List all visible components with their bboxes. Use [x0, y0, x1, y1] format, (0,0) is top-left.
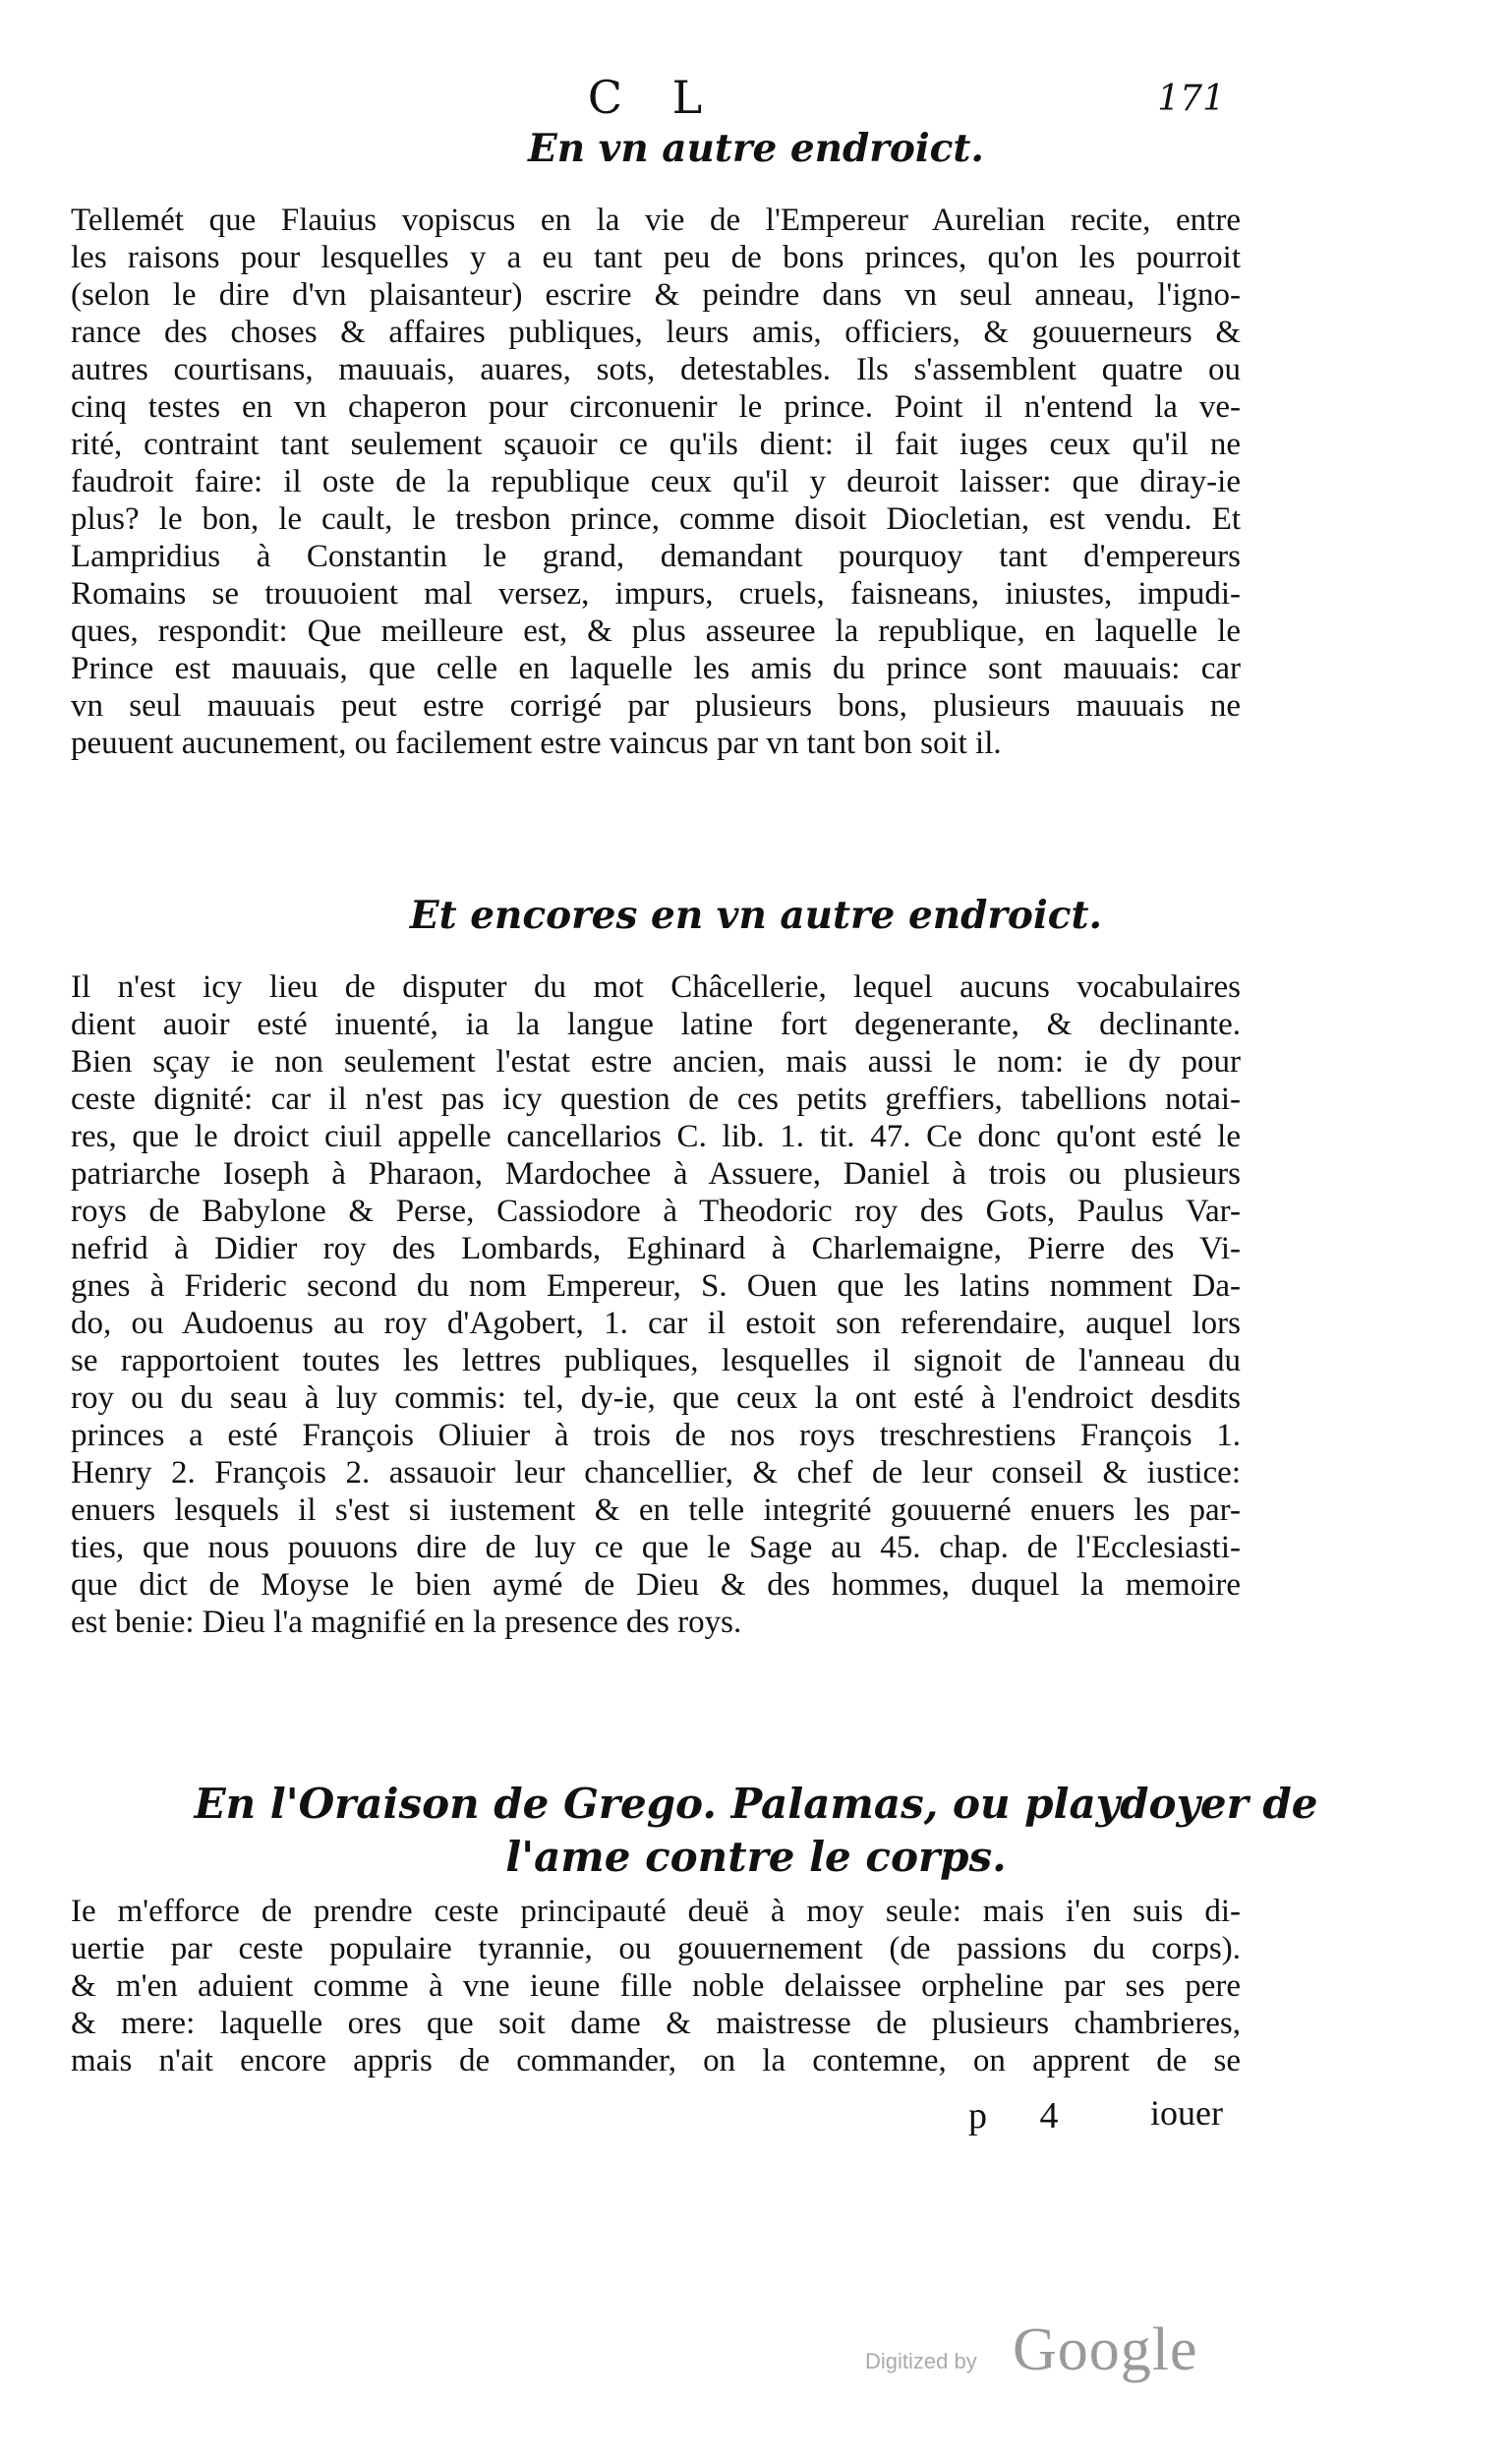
text-line: patriarche Ioseph à Pharaon, Mardochee à Assuere, Daniel à trois ou plusieurs	[71, 1156, 1241, 1192]
text-line: Lampridius à Constantin le grand, demandant pourquoy tant d'empereurs	[71, 539, 1241, 574]
text-line: autres courtisans, mauuais, auares, sots, detestables. Ils s'assemblent quatre ou	[71, 352, 1241, 387]
text-line: vn seul mauuais peut estre corrigé par plusieurs bons, plusieurs mauuais ne	[71, 688, 1241, 724]
text-line: Ie m'efforce de prendre ceste principauté deuë à moy seule: mais i'en suis di-	[71, 1894, 1241, 1929]
digitized-watermark	[865, 2315, 1219, 2384]
text-line: & m'en aduient comme à vne ieune fille noble delaissee orpheline par ses pere	[71, 1968, 1241, 2004]
text-line: faudroit faire: il oste de la republique ceux qu'il y deuroit laisser: que diray-ie	[71, 464, 1241, 499]
text-line: Henry 2. François 2. assauoir leur chancellier, & chef de leur conseil & iustice:	[71, 1455, 1241, 1491]
text-line: rité, contraint tant seulement sçauoir ce qu'ils dient: il fait iuges ceux qu'il ne	[71, 427, 1241, 462]
section-title-1: En vn autre endroict.	[528, 126, 984, 171]
text-line: enuers lesquels il s'est si iustement & en telle integrité gouuerné enuers les par-	[71, 1492, 1241, 1528]
text-line: res, que le droict ciuil appelle cancellarios C. lib. 1. tit. 47. Ce donc qu'ont esté le	[71, 1119, 1241, 1154]
section-body-3	[71, 1893, 1241, 2079]
text-line: cinq testes en vn chaperon pour circonuenir le prince. Point il n'entend la ve-	[71, 389, 1241, 425]
text-line: se rapportoient toutes les lettres publiques, lesquelles il signoit de l'anneau du	[71, 1343, 1241, 1378]
google-logo: Google	[1013, 2316, 1198, 2383]
section-body-1	[71, 202, 1241, 762]
running-head-title: C L	[587, 71, 721, 124]
text-line: Il n'est icy lieu de disputer du mot Châcellerie, lequel aucuns vocabulaires	[71, 969, 1241, 1005]
text-line: gnes à Frideric second du nom Empereur, S. Ouen que les latins nomment Da-	[71, 1268, 1241, 1304]
text-line: Romains se trouuoient mal versez, impurs, cruels, faisneans, iniustes, impudi-	[71, 576, 1241, 612]
text-line: nefrid à Didier roy des Lombards, Eghinard à Charlemaigne, Pierre des Vi-	[71, 1231, 1241, 1266]
text-line: (selon le dire d'vn plaisanteur) escrire & peindre dans vn seul anneau, l'igno-	[71, 277, 1241, 313]
watermark-prefix: Digitized by	[865, 2349, 977, 2373]
section-title-2: Et encores en vn autre endroict.	[409, 893, 1103, 938]
text-line: dient auoir esté inuenté, ia la langue latine fort degenerante, & declinante.	[71, 1007, 1241, 1042]
page-number: 171	[1157, 79, 1225, 119]
text-line: peuuent aucunement, ou facilement estre vaincus par vn tant bon soit il.	[71, 726, 1002, 761]
section-title-3-line-2: l'ame contre le corps.	[505, 1833, 1007, 1881]
section-title-3-line-1: En l'Oraison de Grego. Palamas, ou playdoyer de	[194, 1780, 1318, 1828]
text-line: & mere: laquelle ores que soit dame & maistresse de plusieurs chambrieres,	[71, 2006, 1241, 2041]
text-line: plus? le bon, le cault, le tresbon prince, comme disoit Diocletian, est vendu. Et	[71, 501, 1241, 537]
text-line: ties, que nous pouuons dire de luy ce que le Sage au 45. chap. de l'Ecclesiasti-	[71, 1530, 1241, 1565]
section-body-2	[71, 968, 1241, 1641]
text-line: les raisons pour lesquelles y a eu tant peu de bons princes, qu'on les pourroit	[71, 240, 1241, 275]
text-line: Tellemét que Flauius vopiscus en la vie de l'Empereur Aurelian recite, entre	[71, 203, 1241, 238]
text-line: que dict de Moyse le bien aymé de Dieu & des hommes, duquel la memoire	[71, 1567, 1241, 1603]
text-line: est benie: Dieu l'a magnifié en la presence des roys.	[71, 1605, 742, 1640]
catchword: iouer	[1150, 2093, 1223, 2133]
text-line: rance des choses & affaires publiques, leurs amis, officiers, & gouuerneurs &	[71, 315, 1241, 350]
section-title-3	[0, 1778, 1512, 1884]
text-line: Prince est mauuais, que celle en laquelle les amis du prince sont mauuais: car	[71, 651, 1241, 686]
text-line: uertie par ceste populaire tyrannie, ou gouuernement (de passions du corps).	[71, 1931, 1241, 1966]
signature-mark: p 4	[968, 2095, 1080, 2136]
text-line: mais n'ait encore appris de commander, on la contemne, on apprent de se	[71, 2043, 1241, 2078]
text-line: roys de Babylone & Perse, Cassiodore à Theodoric roy des Gots, Paulus Var-	[71, 1194, 1241, 1229]
text-line: princes a esté François Oliuier à trois de nos roys treschrestiens François 1.	[71, 1418, 1241, 1453]
text-line: roy ou du seau à luy commis: tel, dy-ie, que ceux la ont esté à l'endroict desdits	[71, 1380, 1241, 1416]
text-line: do, ou Audoenus au roy d'Agobert, 1. car il estoit son referendaire, auquel lors	[71, 1306, 1241, 1341]
running-head	[0, 71, 1512, 130]
text-line: Bien sçay ie non seulement l'estat estre ancien, mais aussi le nom: ie dy pour	[71, 1044, 1241, 1080]
text-line: ques, respondit: Que meilleure est, & plus asseuree la republique, en laquelle le	[71, 614, 1241, 649]
text-line: ceste dignité: car il n'est pas icy question de ces petits greffiers, tabellions notai-	[71, 1082, 1241, 1117]
